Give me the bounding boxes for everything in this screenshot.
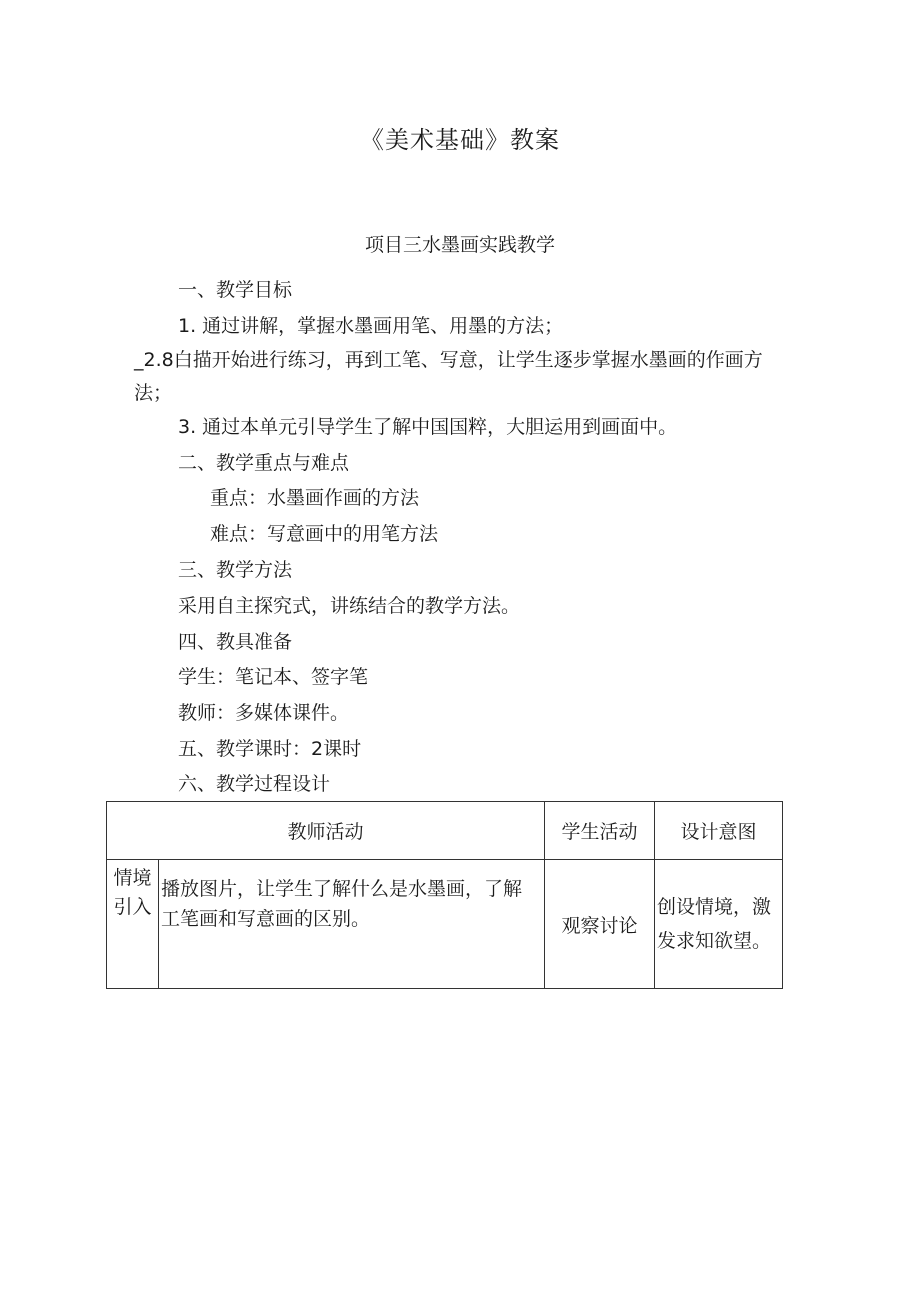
difficulty-point: 难点：写意画中的用笔方法 [210,523,439,545]
student-tools: 学生：笔记本、签字笔 [178,666,369,688]
section-heading-hours: 五、教学课时：2课时 [178,738,362,760]
teacher-activity-cell: 播放图片，让学生了解什么是水墨画，了解工笔画和写意画的区别。 [159,860,545,989]
section-heading-process: 六、教学过程设计 [178,773,331,795]
section-heading-key-points: 二、教学重点与难点 [178,452,350,474]
table-header-row [107,802,783,860]
table-row [107,860,783,989]
goal-item-2: _2.8白描开始进行练习，再到工笔、写意，让学生逐步掌握水墨画的作画方法； [134,349,763,404]
goal-item-1: 1. 通过讲解，掌握水墨画用笔、用墨的方法； [178,315,564,337]
section-heading-tools: 四、教具准备 [178,631,293,653]
method-text: 采用自主探究式，讲练结合的教学方法。 [178,595,521,617]
header-design-intent: 设计意图 [655,802,783,860]
header-student-activity: 学生活动 [545,802,655,860]
design-intent-cell: 创设情境，激发求知欲望。 [655,860,783,989]
header-teacher-activity: 教师活动 [107,802,545,860]
goal-item-3: 3. 通过本单元引导学生了解中国国粹，大胆运用到画面中。 [178,416,678,438]
section-heading-goals: 一、教学目标 [178,279,293,301]
document-subtitle: 项目三水墨画实践教学 [364,234,555,256]
stage-cell: 情境引入 [107,860,159,989]
student-activity-cell: 观察讨论 [545,860,655,989]
document-title: 《美术基础》教案 [360,126,560,154]
section-heading-method: 三、教学方法 [178,559,293,581]
key-point: 重点：水墨画作画的方法 [210,487,420,509]
teaching-process-table [106,801,783,989]
teacher-tools: 教师：多媒体课件。 [178,702,350,724]
